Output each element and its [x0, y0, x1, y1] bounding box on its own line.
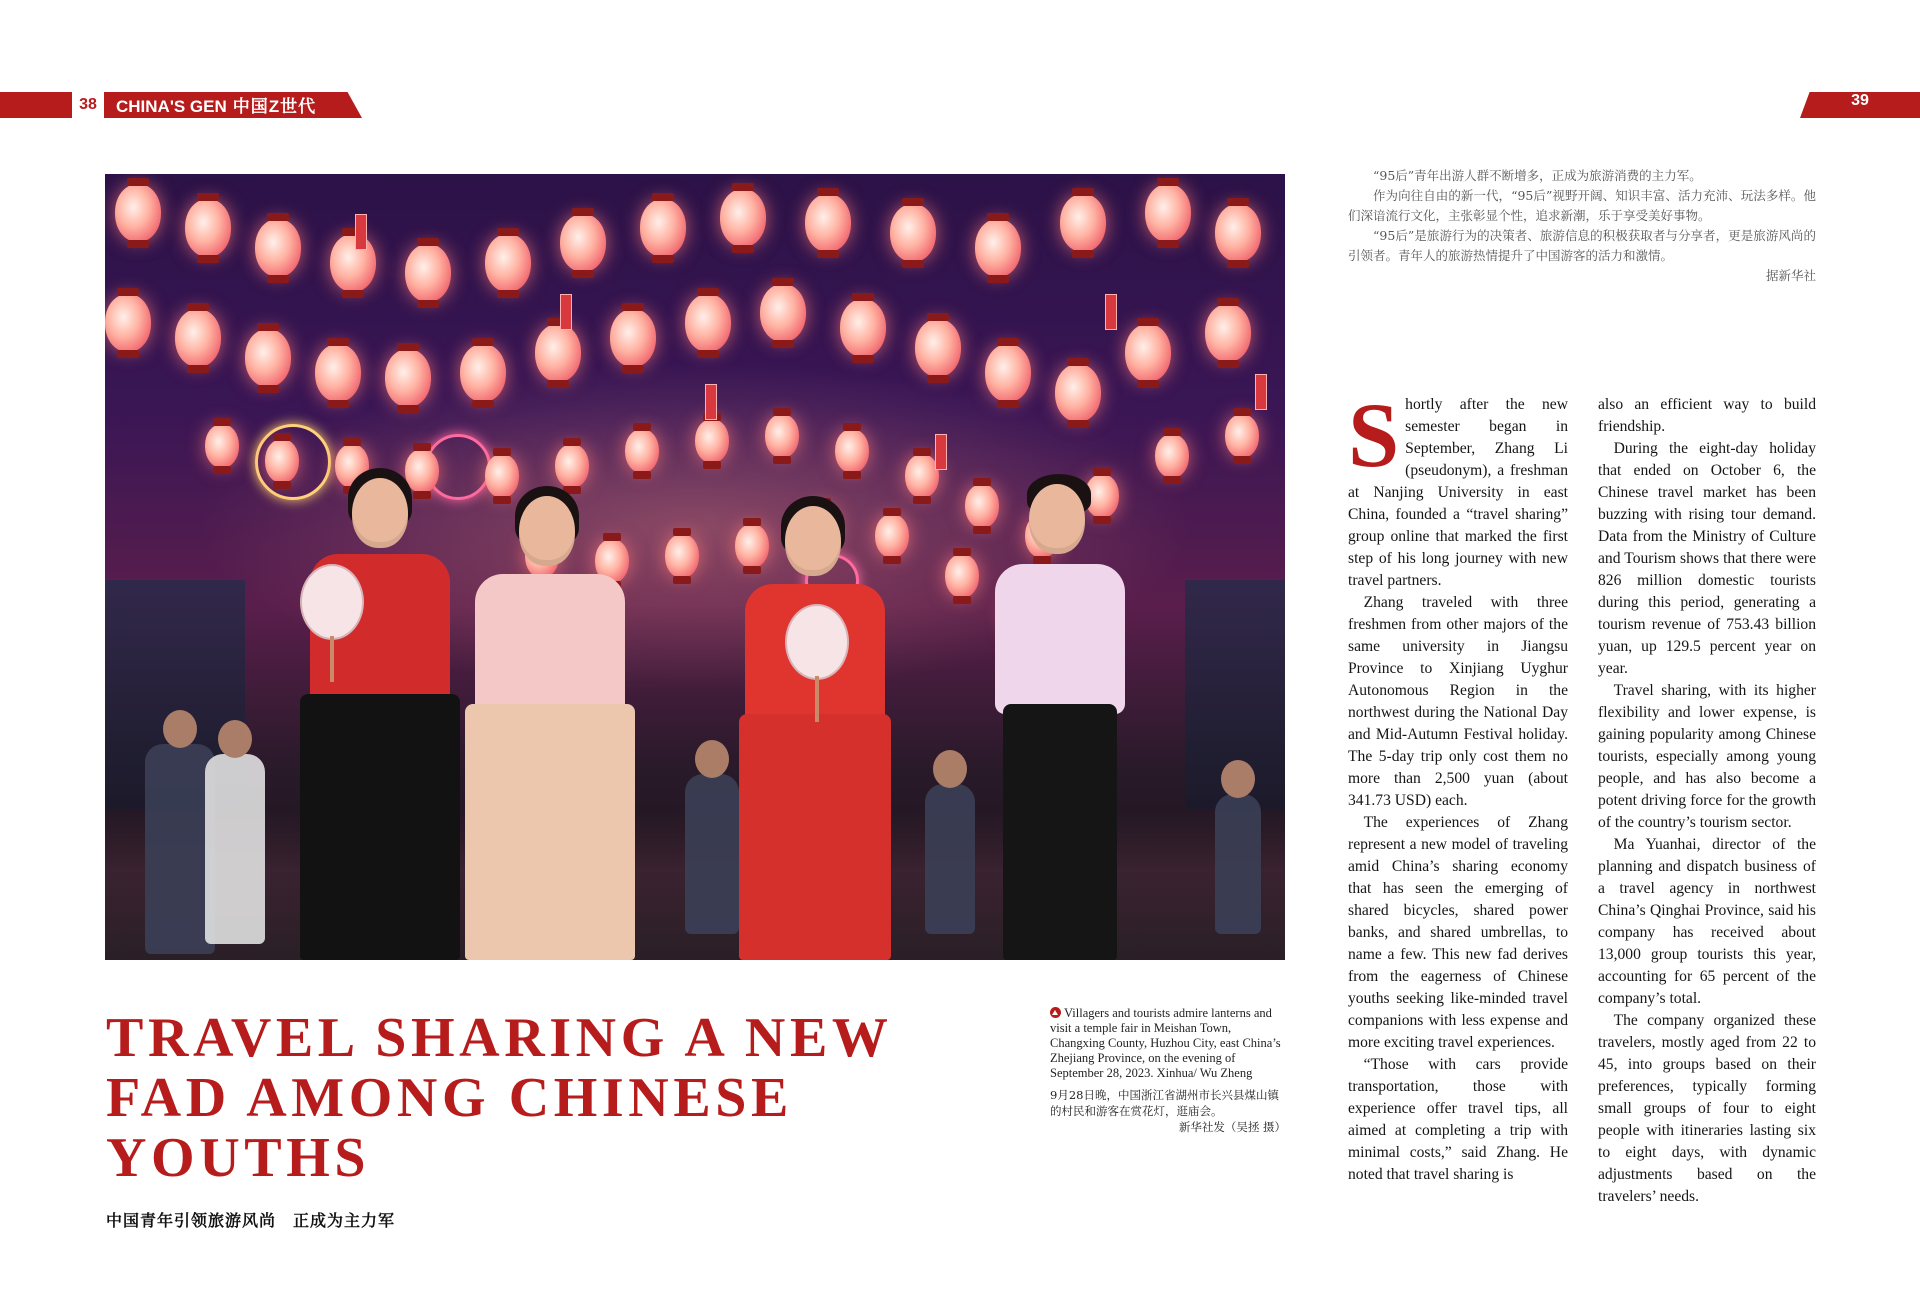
body-column-1 [1348, 384, 1568, 1186]
photo-caption [1050, 1006, 1286, 1135]
triangle-up-in-circle-icon [1050, 1007, 1061, 1018]
intro-zh [1348, 166, 1816, 286]
intro-zh-paragraph: 作为向往自由的新一代，“95后”视野开阔、知识丰富、活力充沛、玩法多样。他们深谙流行文化，主张彰显个性，追求新潮，乐于享受美好事物。 [1348, 188, 1816, 223]
photo-credit-zh: 新华社发（吴拯 摄） [1178, 1120, 1286, 1134]
intro-zh-paragraph: “95后”青年出游人群不断增多，正成为旅游消费的主力军。 [1373, 168, 1702, 183]
body-paragraph: The experiences of Zhang represent a new model of traveling amid China’s sharing economy that has seen the emerging of shared bicycles, shared power banks, and shared umbrellas, to name a few. This new fad derives from the eagerness of Chinese youths seeking like-minded travel companions with less expense and more exciting travel experiences. [1348, 814, 1568, 1051]
caption-en: Villagers and tourists admire lanterns and visit a temple fair in Meishan Town, Changxing County, Huzhou City, east China’s Zhejiang Province, on the evening of September 28, 2023. Xinhua/ Wu Zheng [1050, 1006, 1281, 1080]
body-paragraph: Ma Yuanhai, director of the planning and dispatch business of a travel agency in northwest China’s Qinghai Province, said his company has received about 13,000 group tourists this year, accounting for 65 percent of the company’s total. [1598, 836, 1816, 1007]
body-paragraph: Zhang traveled with three freshmen from other majors of the same university in Jiangsu Province to Xinjiang Uyghur Autonomous Region in the northwest during the National Day and Mid-Autumn Festival holiday. The 5-day trip only cost them no more than 2,500 yuan (about 341.73 USD) each. [1348, 594, 1568, 809]
section-title [116, 92, 316, 118]
drop-cap: S [1348, 384, 1400, 486]
body-paragraph: also an efficient way to build friendship. [1598, 396, 1816, 435]
right-page-number: 39 [1851, 92, 1869, 109]
left-page-header [0, 92, 362, 118]
headline: TRAVEL SHARING A NEW FAD AMONG CHINESE YOUTHS [106, 1007, 892, 1189]
subheadline-zh: 中国青年引领旅游风尚 正成为主力军 [106, 1211, 396, 1230]
intro-credit-zh: 据新华社 [1765, 268, 1816, 283]
body-paragraph: During the eight-day holiday that ended on October 6, the Chinese travel market has been buzzing with rising tour demand. Data from the Ministry of Culture and Tourism shows that there were 826 million domestic tourists during this period, generating a tourism revenue of 753.43 billion yuan, up 129.5 percent year on year. [1598, 440, 1816, 677]
intro-zh-paragraph: “95后”是旅游行为的决策者、旅游信息的积极获取者与分享者，更是旅游风尚的引领者。青年人的旅游热情提升了中国游客的活力和激情。 [1348, 228, 1816, 263]
caption-zh: 9月28日晚，中国浙江省湖州市长兴县煤山镇的村民和游客在赏花灯，逛庙会。 [1050, 1088, 1279, 1118]
left-page-number: 38 [79, 96, 97, 113]
body-paragraph: Travel sharing, with its higher flexibility and lower expense, is gaining popularity among Chinese tourists, especially among young people, and has also become a potent driving force for the growth of the country’s tourism sector. [1598, 682, 1816, 831]
body-paragraph: The company organized these travelers, mostly aged from 22 to 45, into groups based on their preferences, typically forming small groups of four to eight people with itineraries lasting six to eight days, with dynamic adjustments based on the travelers’ needs. [1598, 1012, 1816, 1205]
left-page-number-box [72, 92, 104, 118]
body-column-2 [1598, 394, 1816, 1208]
section-title-en: CHINA'S GEN [116, 97, 227, 116]
body-paragraph: Shortly after the new semester began in September, Zhang Li (pseudonym), a freshman at Nanjing University in east China, founded a “travel sharing” group online that marked the first step of his long journey with new travel partners. [1348, 384, 1568, 589]
lantern-festival-photo [105, 174, 1285, 960]
body-paragraph: “Those with cars provide transportation, those with experience offer travel tips, all aimed at completing a trip with minimal costs,” said Zhang. He noted that travel sharing is [1348, 1056, 1568, 1183]
section-title-zh: 中国Z世代 [232, 97, 317, 116]
right-page-header [1800, 92, 1920, 118]
